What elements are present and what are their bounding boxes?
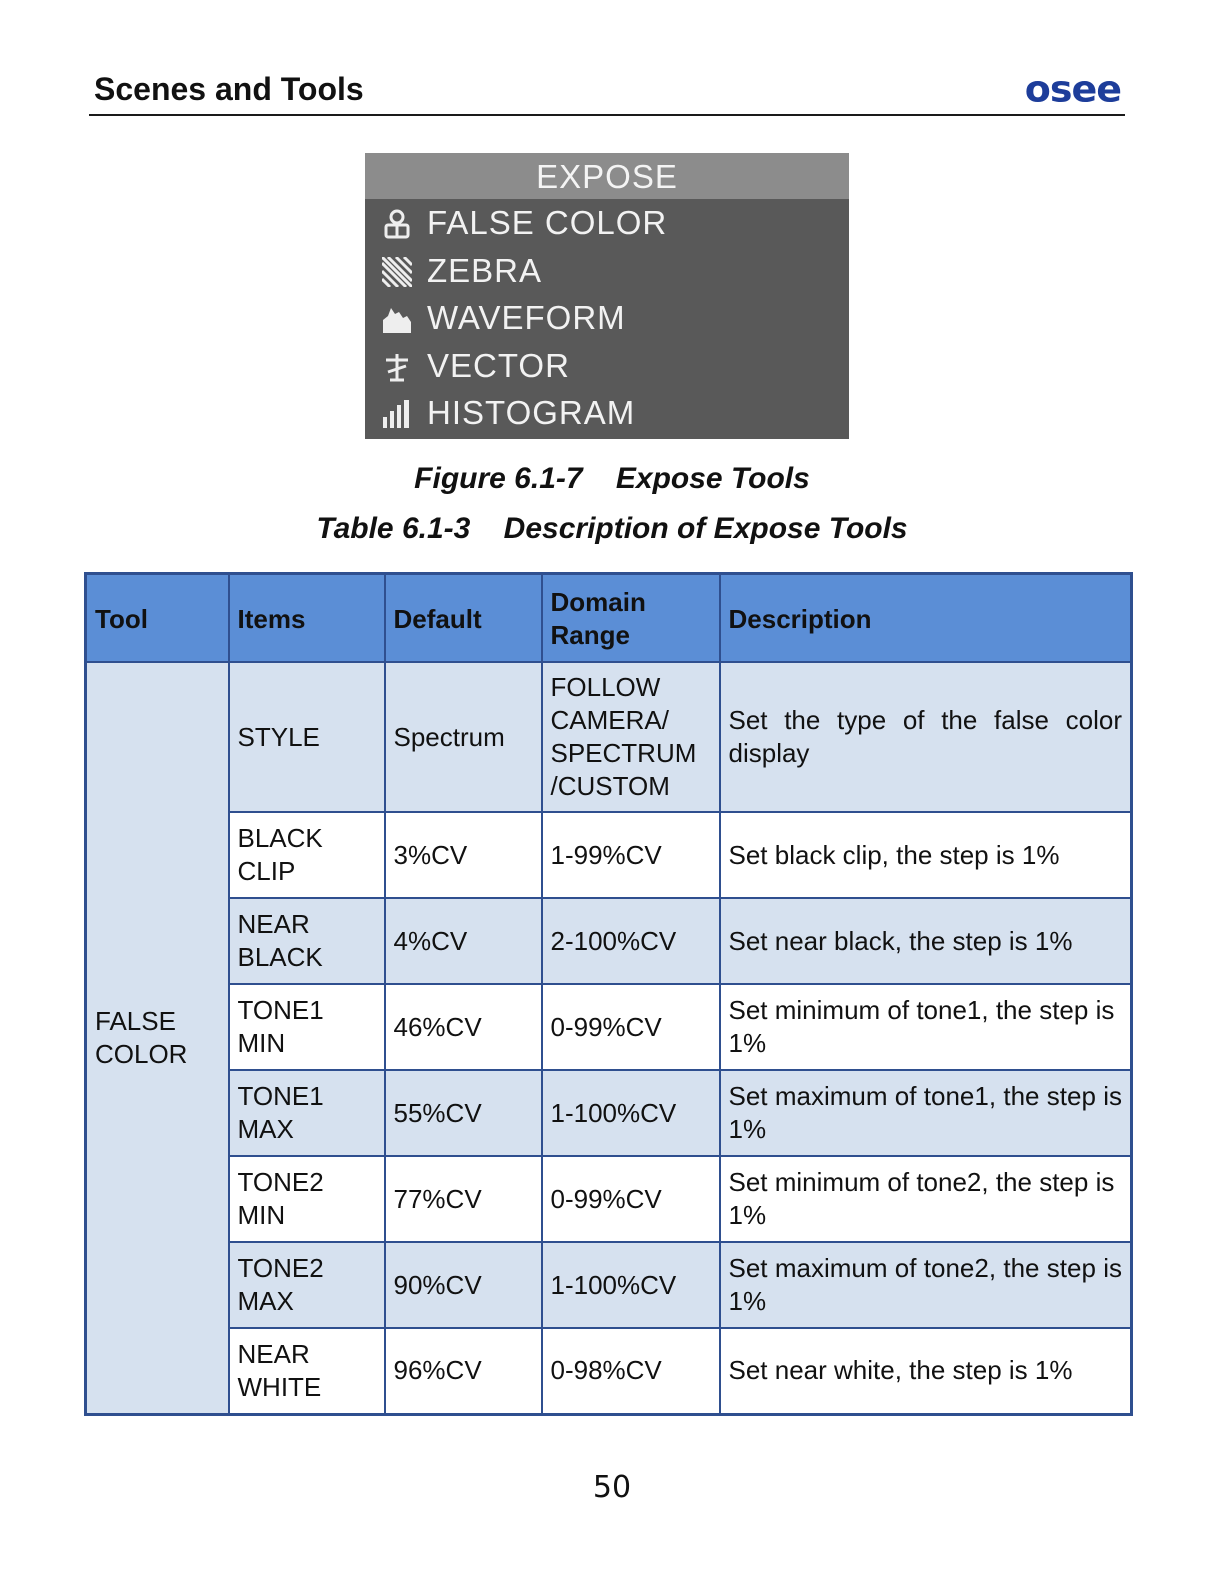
header-description: Description	[720, 574, 1132, 663]
item-cell: TONE2 MIN	[229, 1156, 385, 1242]
header-tool: Tool	[86, 574, 229, 663]
default-cell: 55%CV	[385, 1070, 542, 1156]
menu-item-vector	[365, 342, 849, 390]
table-caption: Table 6.1-3 Description of Expose Tools	[316, 512, 908, 545]
item-cell: TONE2 MAX	[229, 1242, 385, 1328]
expose-menu-screenshot	[365, 153, 849, 439]
expose-tools-table	[84, 572, 1133, 1416]
range-cell: 1-99%CV	[542, 812, 720, 898]
range-cell: 1-100%CV	[542, 1070, 720, 1156]
menu-item-zebra	[365, 247, 849, 295]
menu-item-false-color	[365, 199, 849, 247]
default-cell: 77%CV	[385, 1156, 542, 1242]
description-cell: Set minimum of tone2, the step is 1%	[720, 1156, 1132, 1242]
menu-item-waveform	[365, 294, 849, 342]
item-cell: NEAR WHITE	[229, 1328, 385, 1414]
description-cell: Set the type of the false color display	[720, 662, 1132, 812]
brand-logo: osee	[1024, 68, 1121, 110]
default-cell: 4%CV	[385, 898, 542, 984]
menu-item-label: FALSE COLOR	[427, 204, 668, 241]
table-row	[86, 662, 1132, 812]
menu-title: EXPOSE	[365, 153, 849, 199]
default-cell: 90%CV	[385, 1242, 542, 1328]
menu-item-label: WAVEFORM	[427, 299, 626, 336]
histogram-icon	[382, 399, 412, 429]
header-domain-range: Domain Range	[542, 574, 720, 663]
table-row	[86, 1242, 1132, 1328]
zebra-icon	[382, 257, 412, 287]
waveform-icon	[382, 304, 412, 334]
menu-item-histogram	[365, 389, 849, 437]
item-cell: TONE1 MIN	[229, 984, 385, 1070]
tool-cell: FALSE COLOR	[86, 662, 229, 1414]
description-cell: Set maximum of tone2, the step is 1%	[720, 1242, 1132, 1328]
item-cell: STYLE	[229, 662, 385, 812]
item-cell: BLACK CLIP	[229, 812, 385, 898]
false-color-icon	[382, 209, 412, 239]
default-cell: 96%CV	[385, 1328, 542, 1414]
description-cell: Set near black, the step is 1%	[720, 898, 1132, 984]
header-items: Items	[229, 574, 385, 663]
figure-caption: Figure 6.1-7 Expose Tools	[414, 462, 810, 495]
table-row	[86, 1328, 1132, 1414]
item-cell: NEAR BLACK	[229, 898, 385, 984]
table-row	[86, 898, 1132, 984]
item-cell: TONE1 MAX	[229, 1070, 385, 1156]
range-cell: FOLLOW CAMERA/ SPECTRUM /CUSTOM	[542, 662, 720, 812]
menu-item-label: ZEBRA	[427, 251, 543, 289]
description-cell: Set near white, the step is 1%	[720, 1328, 1132, 1414]
table-row	[86, 812, 1132, 898]
range-cell: 0-99%CV	[542, 984, 720, 1070]
description-cell: Set black clip, the step is 1%	[720, 812, 1132, 898]
default-cell: 46%CV	[385, 984, 542, 1070]
default-cell: Spectrum	[385, 662, 542, 812]
page-header	[89, 66, 1125, 116]
range-cell: 1-100%CV	[542, 1242, 720, 1328]
default-cell: 3%CV	[385, 812, 542, 898]
menu-item-label: VECTOR	[427, 346, 570, 384]
description-cell: Set minimum of tone1, the step is 1%	[720, 984, 1132, 1070]
page-number: 50	[592, 1470, 632, 1505]
header-default: Default	[385, 574, 542, 663]
section-title: Scenes and Tools	[94, 71, 364, 107]
table-row	[86, 1156, 1132, 1242]
table-header-row	[86, 574, 1132, 663]
menu-item-label: HISTOGRAM	[427, 394, 636, 431]
range-cell: 0-98%CV	[542, 1328, 720, 1414]
table-row	[86, 1070, 1132, 1156]
vector-icon	[382, 352, 412, 382]
table-row	[86, 984, 1132, 1070]
description-cell: Set maximum of tone1, the step is 1%	[720, 1070, 1132, 1156]
range-cell: 0-99%CV	[542, 1156, 720, 1242]
range-cell: 2-100%CV	[542, 898, 720, 984]
